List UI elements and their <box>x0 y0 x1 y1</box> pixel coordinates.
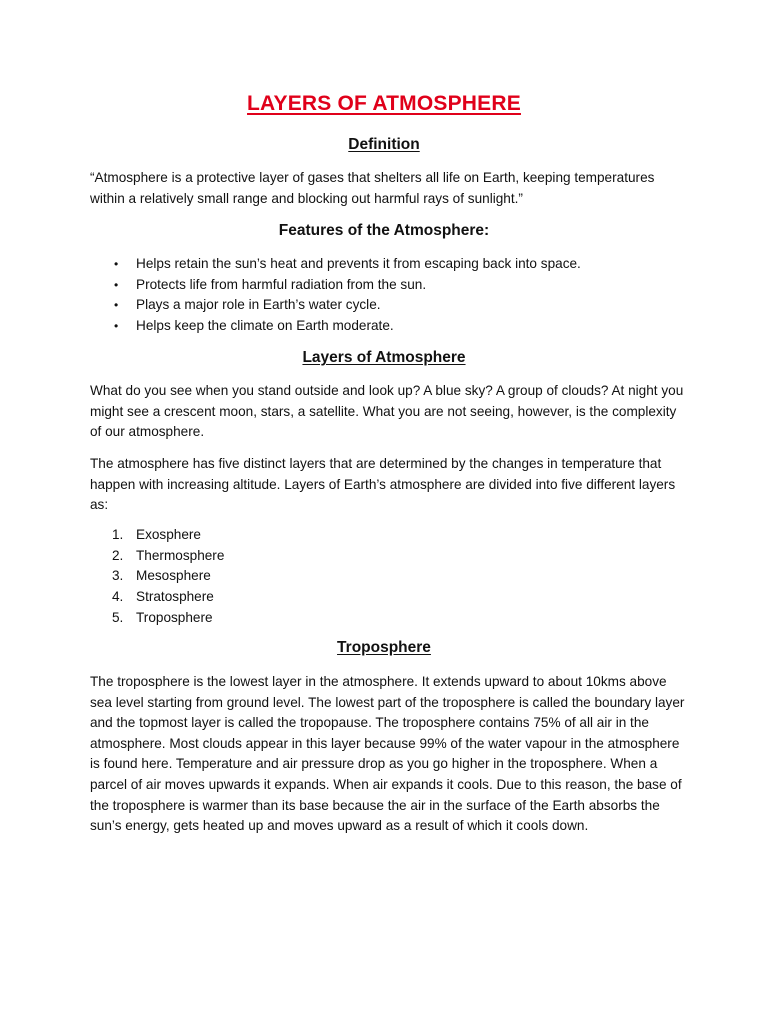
feature-text: Protects life from harmful radiation from the sun. <box>136 276 427 292</box>
layers-paragraph-1: What do you see when you stand outside and look up? A blue sky? A group of clouds? At night you might see a crescent moon, stars, a satellite. What you are not seeing, however, is the complexity of our atmosphere. <box>90 383 684 440</box>
list-item <box>90 295 650 316</box>
list-number: 3. <box>112 568 124 584</box>
list-item <box>90 566 650 587</box>
layers-list <box>90 525 650 629</box>
feature-text: Plays a major role in Earth’s water cycle. <box>136 297 381 313</box>
list-item <box>90 316 650 337</box>
troposphere-heading: Troposphere <box>337 639 431 656</box>
feature-text: Helps retain the sun’s heat and prevents it from escaping back into space. <box>136 256 581 271</box>
layers-paragraph-2: The atmosphere has five distinct layers that are determined by the changes in temperature that happen with increasing altitude. Layers of Earth’s atmosphere are divided into five different layers as: <box>90 456 676 513</box>
list-item <box>90 525 650 546</box>
layer-name: Mesosphere <box>136 568 211 584</box>
list-number: 2. <box>112 547 124 563</box>
bullet-icon: • <box>114 257 119 271</box>
definition-text: “Atmosphere is a protective layer of gases that shelters all life on Earth, keeping temperatures within a relatively small range and blocking out harmful rays of sunlight.” <box>90 170 655 206</box>
bullet-icon: • <box>114 277 119 292</box>
troposphere-text: The troposphere is the lowest layer in the atmosphere. It extends upward to about 10kms above sea level starting from ground level. The lowest part of the troposphere is called the boundary layer and the topmost layer is called the tropopause. The troposphere contains 75% of all air in the atmosphere. Most clouds appear in this layer because 99% of the water vapour in the atmosphere is found here. Temperature and air pressure drop as you go higher in the troposphere. When a parcel of air moves upwards it expands. When air expands it cools. Due to this reason, the base of the troposphere is warmer than its base because the air in the surface of the Earth absorbs the sun’s energy, gets heated up and moves upward as a result of which it cools down. <box>90 674 685 834</box>
list-item <box>90 546 650 567</box>
bullet-icon: • <box>114 319 119 334</box>
bullet-icon: • <box>114 298 119 313</box>
list-number: 5. <box>112 609 124 625</box>
layers-heading: Layers of Atmosphere <box>302 349 466 366</box>
features-heading: Features of the Atmosphere: <box>278 222 490 239</box>
feature-text: Helps keep the climate on Earth moderate. <box>136 318 394 334</box>
list-item <box>90 275 650 296</box>
list-number: 1. <box>112 527 124 542</box>
layer-name: Exosphere <box>136 527 201 542</box>
layer-name: Stratosphere <box>136 589 214 605</box>
list-item <box>90 254 650 275</box>
document-title: LAYERS OF ATMOSPHERE <box>247 92 521 115</box>
layer-name: Thermosphere <box>136 547 225 563</box>
definition-heading: Definition <box>348 136 420 153</box>
list-item <box>90 608 650 629</box>
features-list <box>90 254 650 337</box>
list-item <box>90 587 650 608</box>
list-number: 4. <box>112 589 124 605</box>
layer-name: Troposphere <box>136 609 213 625</box>
